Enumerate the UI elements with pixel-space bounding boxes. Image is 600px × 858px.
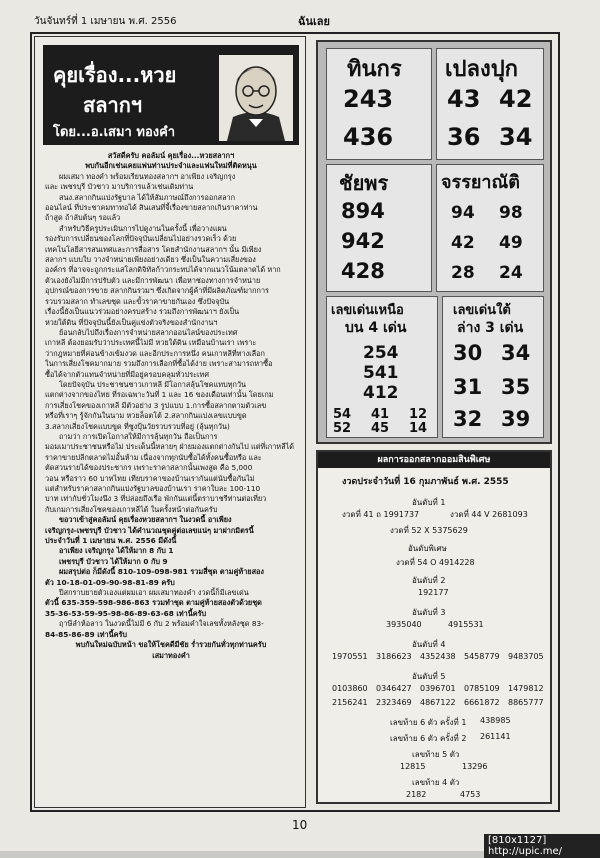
upper-pair: 54 <box>333 407 352 422</box>
prize-label: เลขท้าย 6 ตัว ครั้งที่ 2 <box>390 734 467 743</box>
article-line: ตัวเองยังไม่มีการปรับตัว และมีการพัฒนา เพื่อหาช่องทางการจำหน่าย <box>45 275 261 285</box>
article-body <box>45 151 297 661</box>
prize-number: งวดที่ 41 ถ 1991737 <box>342 510 420 519</box>
prediction-cell-tinakorn <box>326 48 432 160</box>
predictions-box <box>316 40 552 444</box>
lower-pair: 39 <box>501 407 531 431</box>
article-line: เรื่องนี้ยังเป็นแนวร่วมอย่างครบสร้าง รวมถึงการพัฒนาฯ ยังเป็น <box>45 307 240 317</box>
predictor-name: ทินกร <box>347 57 402 82</box>
prediction-number: 942 <box>341 229 385 253</box>
prize-number: 0785109 <box>464 684 500 693</box>
article-line: หวยใต้ดิน ที่ปัจจุบันนี้ยังเป็นคู่แข่งตัวจริงของสำนักงานฯ <box>45 317 218 327</box>
predictor-name: เปลงปุก <box>445 57 518 82</box>
savings-lottery-results <box>316 450 552 804</box>
article-line: และ เพชรบุรี บัวชาว มาบริการแล้วเช่นเดิมท่าน <box>45 182 194 192</box>
article-line: กับเกมการเสี่ยงโชคของเกาหลีได้ ในครั้งหน้าต่อกันครับ <box>45 504 218 514</box>
prize-number: 5458779 <box>464 652 500 661</box>
prize-label: อันดับที่ 5 <box>412 672 446 681</box>
article-line: ถามว่า การเปิดโอกาสให้มีการลุ้นทุกวัน ถือเป็นการ <box>59 431 218 441</box>
article-line: ตัว 10-18-01-09-90-98-81-89 ครับ <box>45 577 175 587</box>
article-line: มอมเมาประชาชนหรือไม่ ประเด็นนี้หลายๆ ฝ่ายมองแตกต่างกันไป แต่ที่เกาหลีได้ <box>45 442 294 452</box>
article-line: แตกต่างจากของไทย ที่รอเฉพาะวันที่ 1 และ 16 ของเดือนเท่านั้น โดยเกม <box>45 390 274 400</box>
column-title-2: สลากฯ <box>83 93 143 117</box>
prize-number: งวดที่ 52 X 5375629 <box>390 526 468 535</box>
prize-number: 12815 <box>400 762 426 771</box>
article-line: ว่ากฎหมายที่ค่อนข้างเข้มงวด และอีกประการหนึ่ง คนเกาหลีที่ทางเลือก <box>45 348 265 358</box>
prize-number: 2182 <box>406 790 427 799</box>
upper-pair: 14 <box>409 421 428 436</box>
results-header: ผลการออกสลากออมสินพิเศษ <box>318 452 550 468</box>
article-line: ฤาษีลำห้อลาว ในงวดนี้ไม่มี 6 กับ 2 พร้อมคำใจเลขทั้งหลังชุด 83- <box>59 619 264 629</box>
prize-number: 192177 <box>418 588 449 597</box>
prize-number: 1970551 <box>332 652 368 661</box>
prize-number: 3935040 <box>386 620 422 629</box>
article-line: อาเพียง เจริญกรุง ได้ให้มาก 8 กับ 1 <box>59 546 174 556</box>
article-line: 3.สลากเสี่ยงโชคแบบขูด ที่ชูงปุ้นวัยรวบรวบที่อยู่ (ลุ้นทุกวัน) <box>45 421 230 431</box>
prediction-number: 428 <box>341 259 385 283</box>
article-line: ปีสกราบยายตัวเองแต่ผมเอา ผมเสมาทองคำ งวดนี้ก็มีเลขเด่น <box>59 588 249 598</box>
article-line: ราคาขายปลีกตลาดไม่อั้นห้าม เนื่องจากทุกนับซื้อได้ทั้งคนซื้อหรือ และ <box>45 452 262 462</box>
prize-label: อันดับที่ 2 <box>412 576 446 585</box>
prize-number: 4753 <box>460 790 481 799</box>
column-title: คุยเรื่อง...หวย <box>53 63 177 87</box>
prize-number: 13296 <box>462 762 488 771</box>
upper-pair: 52 <box>333 421 352 436</box>
prediction-number: 98 <box>499 203 523 223</box>
publication-name: ฉันเลย <box>298 15 330 28</box>
column-byline: โดย...อ.เสมา ทองคำ <box>53 125 176 140</box>
upper-label: เลขเด่นเหนือ <box>331 303 404 318</box>
upper-pair: 45 <box>371 421 390 436</box>
prediction-number: 243 <box>343 85 394 113</box>
issue-date: วันจันทร์ที่ 1 เมษายน พ.ศ. 2556 <box>34 16 177 27</box>
upper-pair: 12 <box>409 407 428 422</box>
prize-number: 438985 <box>480 716 511 725</box>
prediction-number: 436 <box>343 123 394 151</box>
article-line: รองรับการเปลี่ยนของโลกที่ปัจจุบันเปลี่ยนไปอย่างรวดเร็ว ด้วย <box>45 234 237 244</box>
article-line: ออนไลน์ ที่ประชาคมทาทอได้ สินเสนที่จี้เรื่องขายสลากเกินราคาท่าน <box>45 203 258 213</box>
prize-number: งวดที่ 44 V 2681093 <box>450 510 528 519</box>
prediction-number: 894 <box>341 199 385 223</box>
prediction-number: 28 <box>451 263 475 283</box>
article-line: สลากฯ แบบใบ วางจำหน่ายเพียงอย่างเดียว ซึ่งเป็นในความเสี่ยงของ <box>45 255 256 265</box>
column-article <box>34 36 306 808</box>
article-line: เสมาทองคำ <box>152 650 190 660</box>
article-line: การเสี่ยงโชคของเกาหลี มีตัวอย่าง 3 รูปแบบ 1.การซื้อสลากตามตัวเลข <box>45 400 267 410</box>
article-line: ถ้าสูด ถ้าลับต้นๆ รอแล้ว <box>45 213 121 223</box>
prize-label: อันดับพิเศษ <box>408 544 447 553</box>
prize-number: 2323469 <box>376 698 412 707</box>
article-line: เจริญกรุง-เพชรบุรี บัวชาว ได้คำนวณชุดคู่ต่อเลขแน่ๆ มาฝากมิตรนี้ <box>45 525 254 535</box>
article-line: ในการเสี่ยงโชคมากมาย รวมถึงการเลือกที่ซื้อได้ง่าย เพราะสามารถหาซื้อ <box>45 359 273 369</box>
article-line: สนง.สลากกินแบ่งรัฐบาล ได้ให้สัมภาษณ์ถึงการออกสลาก <box>59 192 236 202</box>
article-line: สำหรับวิธีครูประเมินการไปดูงานในครั้งนี้ เพื่อวางแผน <box>59 223 227 233</box>
article-line: 35-36-53-59-95-98-86-89-63-68 เท่านี้ครับ <box>45 608 207 618</box>
lower-sub-label: ล่าง 3 เด่น <box>457 320 524 336</box>
article-line: สวัสดีครับ คอลัมน์ คุยเรื่อง...หวยสลากฯ <box>107 151 235 160</box>
prize-number: 6661872 <box>464 698 500 707</box>
prize-number: 0103860 <box>332 684 368 693</box>
prediction-number: 42 <box>451 233 475 253</box>
lower-pair: 35 <box>501 375 531 399</box>
prediction-cell-plengpuk <box>436 48 544 160</box>
prediction-cell-chaiyaporn <box>326 164 432 292</box>
prize-label: อันดับที่ 3 <box>412 608 446 617</box>
article-line: เพชรบุรี บัวชาว ได้ให้มาก 0 กับ 9 <box>59 556 168 566</box>
predictor-name: ชัยพร <box>339 171 389 195</box>
article-line: โดยปัจจุบัน ประชาชนชาวเกาหลี มีโอกาสลุ้นโชคแทบทุกวัน <box>59 379 247 389</box>
lower-pair: 30 <box>453 341 483 365</box>
article-line: ซื้อได้จากตัวแทนจำหน่ายที่มีอยู่ครอบคลุมทั่วประเทศ <box>45 369 209 379</box>
prize-number: 4867122 <box>420 698 456 707</box>
article-line: ตัดสวนรายได้ของประชากร เพราะราคาสลากนั้นเพงสูด คือ 5,000 <box>45 463 253 473</box>
article-line: 84-85-86-89 เท่านี้ครับ <box>45 629 128 639</box>
prediction-number: 94 <box>451 203 475 223</box>
prize-number: 3186623 <box>376 652 412 661</box>
upper-numbers-cell <box>326 296 438 438</box>
article-line: หรือที่เราๆ รู้จักกันในนาม หวยล็อตโต้ 2.สลากกินแบ่งเลขแบบขูด <box>45 411 247 421</box>
prediction-number: 36 <box>447 123 481 151</box>
article-line: ตัวนี้ 635-359-598-986-863 รวมทำชุด ตามคู่ท้ายสองตัวด้วยชุด <box>45 598 262 608</box>
prize-number: 0346427 <box>376 684 412 693</box>
upper-number: 412 <box>363 383 399 403</box>
lower-pair: 32 <box>453 407 483 431</box>
upper-number: 254 <box>363 343 399 363</box>
prize-number: 1479812 <box>508 684 544 693</box>
prediction-number: 34 <box>499 123 533 151</box>
prediction-number: 49 <box>499 233 523 253</box>
column-header <box>43 45 299 145</box>
lower-label: เลขเด่นใต้ <box>453 303 511 318</box>
prize-label: อันดับที่ 4 <box>412 640 446 649</box>
prediction-number: 43 <box>447 85 481 113</box>
article-line: ย้อนกลับไปถึงเรื่องการจำหน่ายสลากออนไลน์ของประเทศ <box>59 327 238 337</box>
predictions-column <box>312 36 556 808</box>
prize-label: เลขท้าย 6 ตัว ครั้งที่ 1 <box>390 718 467 727</box>
prediction-number: 42 <box>499 85 533 113</box>
article-line: แต่สำหรับราคาสลากกินแบ่งรัฐบาลของบ้านเรา ราคาใบละ 100-110 <box>45 484 261 493</box>
article-line: ประจำวันที่ 1 เมษายน พ.ศ. 2556 มีดังนี้ <box>45 536 177 546</box>
article-line: ขอวาเข้าสู่คอลัมน์ คุยเรื่องหวยสลากฯ ในงวดนี้ อาเพียง <box>59 515 232 525</box>
prize-number: 261141 <box>480 732 511 741</box>
author-caricature-image <box>219 55 293 141</box>
upper-sub-label: บน 4 เด่น <box>345 320 407 336</box>
page-number: 10 <box>292 818 308 832</box>
prediction-cell-janyanat <box>436 164 544 292</box>
prediction-number: 24 <box>499 263 523 283</box>
article-line: เกาหลี ต้องยอมรับว่าประเทศนี้ไม่มี หวยใต้ดิน เหมือนบ้านเรา เพราะ <box>45 338 257 348</box>
prize-number: 4915531 <box>448 620 484 629</box>
article-line: พบกันใหม่ฉบับหน้า ขอให้โชคดีมีชัย ร่ำรวยกันทั่วทุกท่านครับ <box>75 640 267 650</box>
prize-number: 4352438 <box>420 652 456 661</box>
upper-pair: 41 <box>371 407 390 422</box>
prize-label: เลขท้าย 4 ตัว <box>412 778 460 787</box>
article-line: ผมเสมา ทองคำ พร้อมเรียนทองสลากฯ อาเพียง เจริญกรุง <box>59 171 236 181</box>
article-line: เทคโนโลยีสารสนเทศและการสื่อสาร โดยสำนักงานสลากฯ นั้น มีเพียง <box>45 244 262 254</box>
prize-number: 2156241 <box>332 698 368 707</box>
article-line: ผมสรุปต่อ ก็มีดังนี้ 810-109-098-981 รวมสี่ชุด ตามคู่ท้ายสอง <box>59 567 264 577</box>
article-line: อุปกรณ์ของการขาย สลากกินรวมฯ ซึ่งเกิดจากผู้ค้าที่มีผลิตภัณฑ์มากการ <box>45 286 269 296</box>
article-line: รวบรวมสลาก ทำเลขชุด และขั้วราคาขายกันเอง ซึ่งปัจจุบัน <box>45 296 230 306</box>
prize-label: เลขท้าย 5 ตัว <box>412 750 460 759</box>
draw-date: งวดประจำวันที่ 16 กุมภาพันธ์ พ.ศ. 2555 <box>342 477 509 487</box>
prize-number: 0396701 <box>420 684 456 693</box>
lower-numbers-cell <box>442 296 544 438</box>
page-header <box>28 8 588 30</box>
lower-pair: 31 <box>453 375 483 399</box>
article-line: องค์กร ที่อาจจะถูกกระแสโลกดิจิทัลก้าวกระทบได้จากแนวโน้มตลาดได้ หาก <box>45 265 281 275</box>
predictor-name: จรรยาณัติ <box>441 172 520 193</box>
upper-number: 541 <box>363 363 399 383</box>
article-line: วอน หรือราว 60 บาทไทย เทียบราคาของบ้านเรากันแต่นับซื้อกันไม่ <box>45 473 255 483</box>
prize-number: 8865777 <box>508 698 544 707</box>
prize-number: งวดที่ 54 O 4914228 <box>396 558 475 567</box>
article-line: พบกันอีกเช่นเคยแฟนท่านประจำและแฟนใหม่ที่ติดหนุน <box>85 161 257 171</box>
article-line: บาท เท่ากับชั่วโมงนึง 3 ที่ปล่อยถึงเรือ พักกันแต่นี้ตราบาชรีท่านต่อเที่ยว <box>45 494 267 504</box>
prize-number: 9483705 <box>508 652 544 661</box>
lower-pair: 34 <box>501 341 531 365</box>
image-host-credit: [810x1127] http://upic.me/ <box>484 834 600 858</box>
prize-label: อันดับที่ 1 <box>412 498 446 507</box>
